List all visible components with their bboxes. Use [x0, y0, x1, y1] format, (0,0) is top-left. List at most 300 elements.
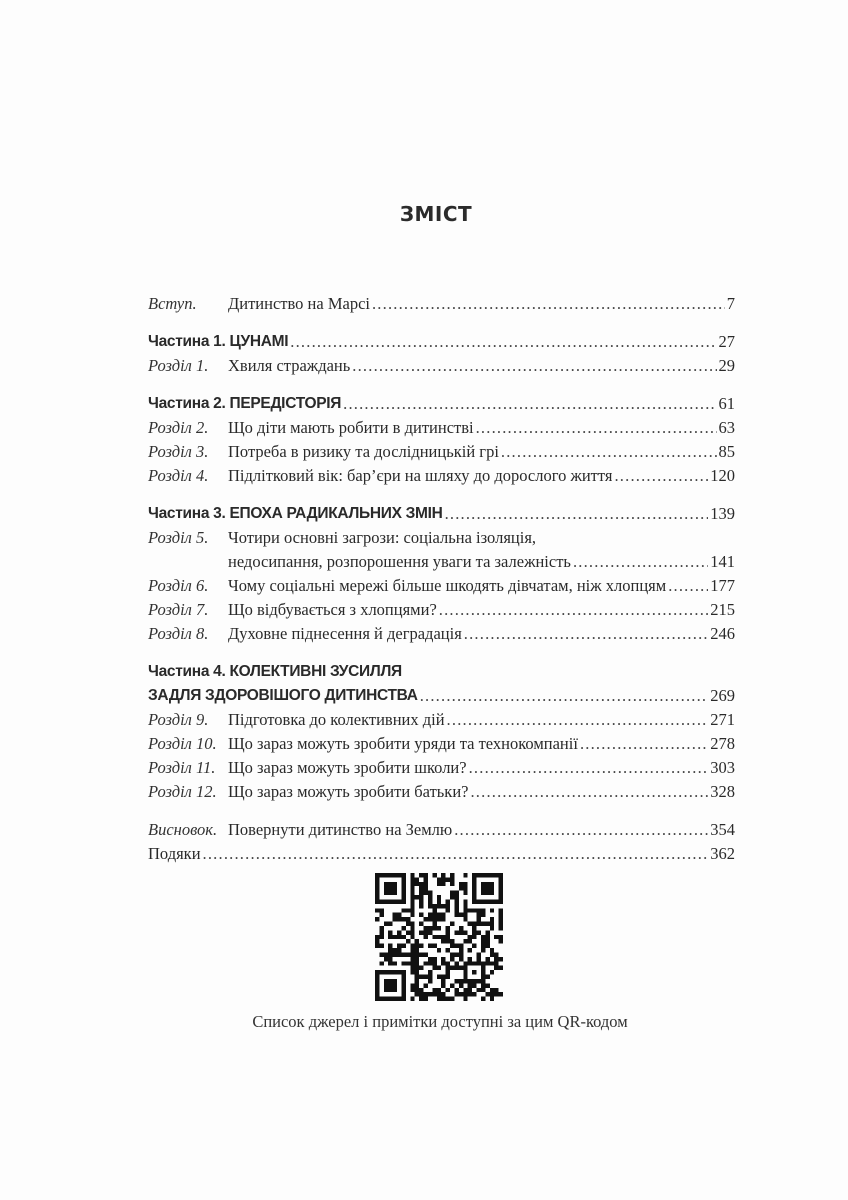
part-title: ЦУНАМІ: [229, 333, 289, 350]
toc-entry-row[interactable]: [148, 598, 735, 622]
qr-module: [379, 873, 383, 877]
chapter-label: Розділ 11.: [148, 758, 216, 777]
qr-module: [388, 873, 392, 877]
qr-module: [379, 997, 383, 1001]
qr-module: [432, 904, 436, 908]
qr-module: [419, 895, 423, 899]
qr-module: [477, 922, 481, 926]
qr-module: [446, 908, 450, 912]
qr-module: [490, 908, 494, 912]
qr-module: [499, 882, 503, 886]
entry-title: Подяки: [148, 844, 201, 863]
qr-module: [379, 935, 383, 939]
qr-module: [481, 935, 485, 939]
qr-module: [419, 930, 423, 934]
qr-module: [393, 970, 397, 974]
entry-title-line2: недосипання, розпорошення уваги та залежність: [228, 552, 571, 571]
dot-leader: [470, 780, 708, 804]
qr-module: [432, 873, 436, 877]
toc-entry-row[interactable]: [148, 842, 735, 866]
qr-module: [379, 899, 383, 903]
part-label: Частина 4.: [148, 663, 226, 680]
qr-module: [463, 930, 467, 934]
qr-module: [490, 891, 494, 895]
dot-leader: [501, 440, 717, 464]
page-number: 85: [718, 442, 735, 461]
chapter-label: Розділ 7.: [148, 600, 209, 619]
qr-module: [388, 952, 392, 956]
qr-module: [477, 952, 481, 956]
qr-module: [384, 882, 388, 886]
chapter-label: Розділ 12.: [148, 782, 217, 801]
qr-module: [410, 970, 414, 974]
qr-module: [410, 997, 414, 1001]
qr-module: [481, 979, 485, 983]
toc-entry-row[interactable]: [148, 440, 735, 464]
qr-module: [393, 948, 397, 952]
qr-module: [468, 988, 472, 992]
qr-module: [432, 917, 436, 921]
qr-module: [419, 904, 423, 908]
qr-module: [450, 983, 454, 987]
qr-module: [490, 992, 494, 996]
qr-module: [397, 899, 401, 903]
qr-module: [459, 966, 463, 970]
qr-module: [410, 930, 414, 934]
toc-entry-row[interactable]: [148, 354, 735, 378]
qr-module: [450, 877, 454, 881]
qr-module: [454, 966, 458, 970]
dot-leader: [352, 354, 716, 378]
qr-module: [499, 992, 503, 996]
qr-code-graphic: [375, 873, 503, 1001]
qr-module: [401, 891, 405, 895]
qr-module: [472, 886, 476, 890]
dot-leader: [203, 842, 709, 866]
qr-module: [393, 983, 397, 987]
qr-module: [446, 961, 450, 965]
dot-leader: [614, 464, 708, 488]
qr-module: [446, 926, 450, 930]
qr-module: [468, 979, 472, 983]
qr-module: [401, 961, 405, 965]
qr-module: [459, 983, 463, 987]
qr-module: [490, 873, 494, 877]
qr-module: [477, 961, 481, 965]
qr-module: [450, 939, 454, 943]
qr-module: [499, 895, 503, 899]
qr-module: [388, 970, 392, 974]
qr-module: [424, 952, 428, 956]
qr-module: [375, 983, 379, 987]
qr-module: [419, 891, 423, 895]
qr-module: [393, 886, 397, 890]
qr-module: [410, 899, 414, 903]
toc-part-row[interactable]: [148, 330, 735, 354]
qr-module: [419, 886, 423, 890]
qr-module: [419, 992, 423, 996]
qr-module: [415, 952, 419, 956]
qr-module: [375, 975, 379, 979]
page-number: 120: [710, 466, 735, 485]
qr-module: [428, 895, 432, 899]
toc-part-row[interactable]: [148, 502, 735, 526]
toc-entry-row[interactable]: [148, 622, 735, 646]
qr-module: [397, 970, 401, 974]
qr-module: [441, 961, 445, 965]
qr-module: [388, 988, 392, 992]
qr-module: [401, 992, 405, 996]
qr-module: [481, 997, 485, 1001]
qr-module: [375, 935, 379, 939]
qr-module: [468, 939, 472, 943]
toc-part-row-continued[interactable]: [148, 684, 735, 708]
qr-module: [388, 961, 392, 965]
qr-module: [388, 983, 392, 987]
qr-module: [379, 970, 383, 974]
dot-leader: [372, 292, 725, 316]
toc-entry-row[interactable]: [148, 756, 735, 780]
qr-module: [432, 988, 436, 992]
toc-entry-row[interactable]: [148, 574, 735, 598]
qr-module: [490, 997, 494, 1001]
qr-module: [415, 882, 419, 886]
qr-module: [463, 899, 467, 903]
qr-module: [397, 948, 401, 952]
qr-module: [424, 930, 428, 934]
qr-module: [450, 922, 454, 926]
qr-module: [401, 873, 405, 877]
toc-entry-row[interactable]: [148, 732, 735, 756]
qr-module: [393, 952, 397, 956]
qr-module: [472, 983, 476, 987]
qr-module: [450, 882, 454, 886]
entry-title: Що зараз можуть зробити школи?: [228, 758, 467, 777]
qr-module: [393, 899, 397, 903]
dot-leader: [580, 732, 708, 756]
qr-module: [454, 891, 458, 895]
qr-module: [490, 899, 494, 903]
toc-entry-row[interactable]: [148, 292, 735, 316]
qr-module: [459, 948, 463, 952]
part-label: Частина 3.: [148, 505, 226, 522]
chapter-label: Розділ 2.: [148, 418, 209, 437]
qr-module: [463, 904, 467, 908]
entry-title: Потреба в ризику та дослідницькій грі: [228, 442, 499, 461]
qr-module: [463, 913, 467, 917]
table-of-contents: [148, 292, 735, 866]
qr-module: [388, 944, 392, 948]
qr-module: [454, 988, 458, 992]
qr-module: [397, 930, 401, 934]
qr-module: [485, 983, 489, 987]
qr-module: [393, 997, 397, 1001]
qr-module: [375, 970, 379, 974]
qr-module: [499, 935, 503, 939]
qr-module: [494, 952, 498, 956]
qr-module: [441, 939, 445, 943]
page-number: 61: [718, 394, 735, 413]
qr-module: [454, 895, 458, 899]
qr-module: [485, 891, 489, 895]
qr-module: [446, 930, 450, 934]
qr-module: [401, 944, 405, 948]
qr-module: [424, 983, 428, 987]
dot-leader: [476, 416, 717, 440]
qr-module: [477, 930, 481, 934]
qr-module: [472, 877, 476, 881]
qr-module: [441, 983, 445, 987]
qr-module: [410, 966, 414, 970]
qr-module: [379, 930, 383, 934]
qr-module: [494, 957, 498, 961]
qr-module: [472, 979, 476, 983]
qr-module: [485, 922, 489, 926]
qr-module: [494, 873, 498, 877]
qr-code-icon[interactable]: [375, 873, 503, 1001]
qr-module: [401, 970, 405, 974]
chapter-label: Розділ 8.: [148, 624, 209, 643]
qr-module: [379, 944, 383, 948]
toc-part-row[interactable]: [148, 660, 735, 684]
entry-title: Чому соціальні мережі більше шкодять дівчатам, ніж хлопцям: [228, 576, 667, 595]
qr-module: [424, 886, 428, 890]
qr-module: [463, 979, 467, 983]
qr-module: [428, 944, 432, 948]
qr-module: [454, 904, 458, 908]
qr-module: [388, 899, 392, 903]
qr-module: [477, 873, 481, 877]
qr-module: [379, 961, 383, 965]
qr-module: [415, 966, 419, 970]
qr-module: [415, 970, 419, 974]
dot-leader: [454, 818, 708, 842]
page-number: 139: [710, 504, 735, 523]
qr-module: [481, 975, 485, 979]
qr-module: [463, 961, 467, 965]
qr-module: [428, 992, 432, 996]
qr-module: [481, 948, 485, 952]
toc-entry-row-continued[interactable]: [148, 550, 735, 574]
qr-module: [428, 904, 432, 908]
qr-module: [472, 891, 476, 895]
toc-entry-row[interactable]: [148, 416, 735, 440]
qr-module: [499, 957, 503, 961]
qr-module: [428, 979, 432, 983]
page-number: 177: [710, 576, 735, 595]
qr-module: [437, 975, 441, 979]
qr-module: [424, 882, 428, 886]
qr-module: [384, 873, 388, 877]
qr-module: [393, 913, 397, 917]
qr-module: [406, 922, 410, 926]
chapter-label: Розділ 10.: [148, 734, 217, 753]
qr-module: [424, 997, 428, 1001]
entry-title: Хвиля страждань: [228, 356, 351, 375]
qr-module: [485, 899, 489, 903]
qr-module: [401, 877, 405, 881]
qr-module: [428, 917, 432, 921]
qr-caption: Список джерел і примітки доступні за цим QR-кодом: [252, 1012, 628, 1031]
dot-leader: [464, 622, 708, 646]
qr-module: [401, 988, 405, 992]
qr-module: [388, 957, 392, 961]
qr-module: [393, 891, 397, 895]
qr-module: [375, 979, 379, 983]
qr-module: [406, 939, 410, 943]
qr-module: [415, 939, 419, 943]
qr-module: [397, 944, 401, 948]
qr-module: [410, 961, 414, 965]
qr-module: [472, 926, 476, 930]
toc-entry-row[interactable]: [148, 464, 735, 488]
qr-module: [437, 988, 441, 992]
qr-module: [428, 975, 432, 979]
page-number: 63: [718, 418, 735, 437]
qr-module: [454, 913, 458, 917]
qr-module: [375, 873, 379, 877]
qr-module: [384, 886, 388, 890]
toc-entry-row[interactable]: [148, 526, 735, 550]
qr-module: [437, 904, 441, 908]
toc-entry-row[interactable]: [148, 708, 735, 732]
qr-module: [463, 886, 467, 890]
qr-module: [401, 975, 405, 979]
qr-module: [410, 882, 414, 886]
qr-module: [446, 970, 450, 974]
qr-module: [415, 957, 419, 961]
qr-module: [472, 873, 476, 877]
qr-module: [397, 913, 401, 917]
qr-module: [441, 997, 445, 1001]
qr-module: [494, 899, 498, 903]
qr-module: [388, 922, 392, 926]
qr-module: [481, 899, 485, 903]
qr-module: [477, 979, 481, 983]
toc-part-row[interactable]: [148, 392, 735, 416]
qr-module: [463, 939, 467, 943]
qr-module: [481, 961, 485, 965]
qr-module: [454, 899, 458, 903]
qr-module: [375, 944, 379, 948]
qr-module: [463, 992, 467, 996]
qr-module: [441, 975, 445, 979]
qr-module: [437, 992, 441, 996]
qr-module: [410, 895, 414, 899]
qr-module: [419, 899, 423, 903]
entry-title: Повернути дитинство на Землю: [228, 820, 453, 839]
qr-module: [450, 944, 454, 948]
qr-module: [477, 913, 481, 917]
qr-module: [432, 908, 436, 912]
qr-module: [424, 961, 428, 965]
qr-module: [441, 904, 445, 908]
qr-module: [401, 882, 405, 886]
qr-module: [428, 970, 432, 974]
qr-module: [459, 957, 463, 961]
qr-module: [401, 935, 405, 939]
page-number: 269: [710, 686, 735, 705]
qr-module: [494, 961, 498, 965]
qr-module: [481, 944, 485, 948]
qr-module: [388, 935, 392, 939]
qr-module: [446, 899, 450, 903]
qr-module: [468, 983, 472, 987]
qr-module: [472, 922, 476, 926]
qr-module: [485, 975, 489, 979]
toc-entry-row[interactable]: [148, 780, 735, 804]
qr-module: [472, 908, 476, 912]
qr-module: [415, 895, 419, 899]
qr-module: [424, 877, 428, 881]
qr-module: [441, 935, 445, 939]
page-number: 354: [710, 820, 735, 839]
qr-module: [424, 891, 428, 895]
qr-module: [415, 877, 419, 881]
qr-module: [499, 899, 503, 903]
qr-module: [397, 935, 401, 939]
qr-module: [468, 957, 472, 961]
qr-module: [432, 922, 436, 926]
qr-module: [375, 992, 379, 996]
page-number: 215: [710, 600, 735, 619]
page-number: 271: [710, 710, 735, 729]
qr-module: [437, 913, 441, 917]
qr-module: [384, 899, 388, 903]
part-title: КОЛЕКТИВНІ ЗУСИЛЛЯ: [229, 663, 402, 680]
qr-module: [432, 966, 436, 970]
qr-module: [437, 966, 441, 970]
qr-module: [499, 913, 503, 917]
qr-module: [485, 939, 489, 943]
qr-module: [401, 886, 405, 890]
qr-module: [490, 948, 494, 952]
qr-module: [375, 895, 379, 899]
dot-leader: [573, 550, 708, 574]
qr-module: [459, 886, 463, 890]
toc-entry-row[interactable]: [148, 818, 735, 842]
qr-module: [490, 917, 494, 921]
qr-module: [446, 939, 450, 943]
qr-module: [401, 895, 405, 899]
qr-module: [437, 895, 441, 899]
page-number: 29: [718, 356, 735, 375]
qr-module: [485, 882, 489, 886]
qr-module: [415, 988, 419, 992]
qr-module: [410, 922, 414, 926]
qr-module: [481, 913, 485, 917]
qr-module: [463, 970, 467, 974]
qr-module: [499, 922, 503, 926]
qr-module: [499, 891, 503, 895]
qr-module: [393, 935, 397, 939]
qr-module: [463, 997, 467, 1001]
qr-module: [446, 904, 450, 908]
qr-module: [441, 873, 445, 877]
qr-module: [490, 886, 494, 890]
qr-module: [490, 882, 494, 886]
qr-module: [397, 873, 401, 877]
page-number: 141: [710, 552, 735, 571]
qr-module: [410, 877, 414, 881]
qr-module: [419, 944, 423, 948]
qr-module: [406, 961, 410, 965]
qr-module: [375, 908, 379, 912]
qr-module: [481, 908, 485, 912]
qr-module: [424, 935, 428, 939]
qr-module: [437, 877, 441, 881]
qr-module: [432, 935, 436, 939]
